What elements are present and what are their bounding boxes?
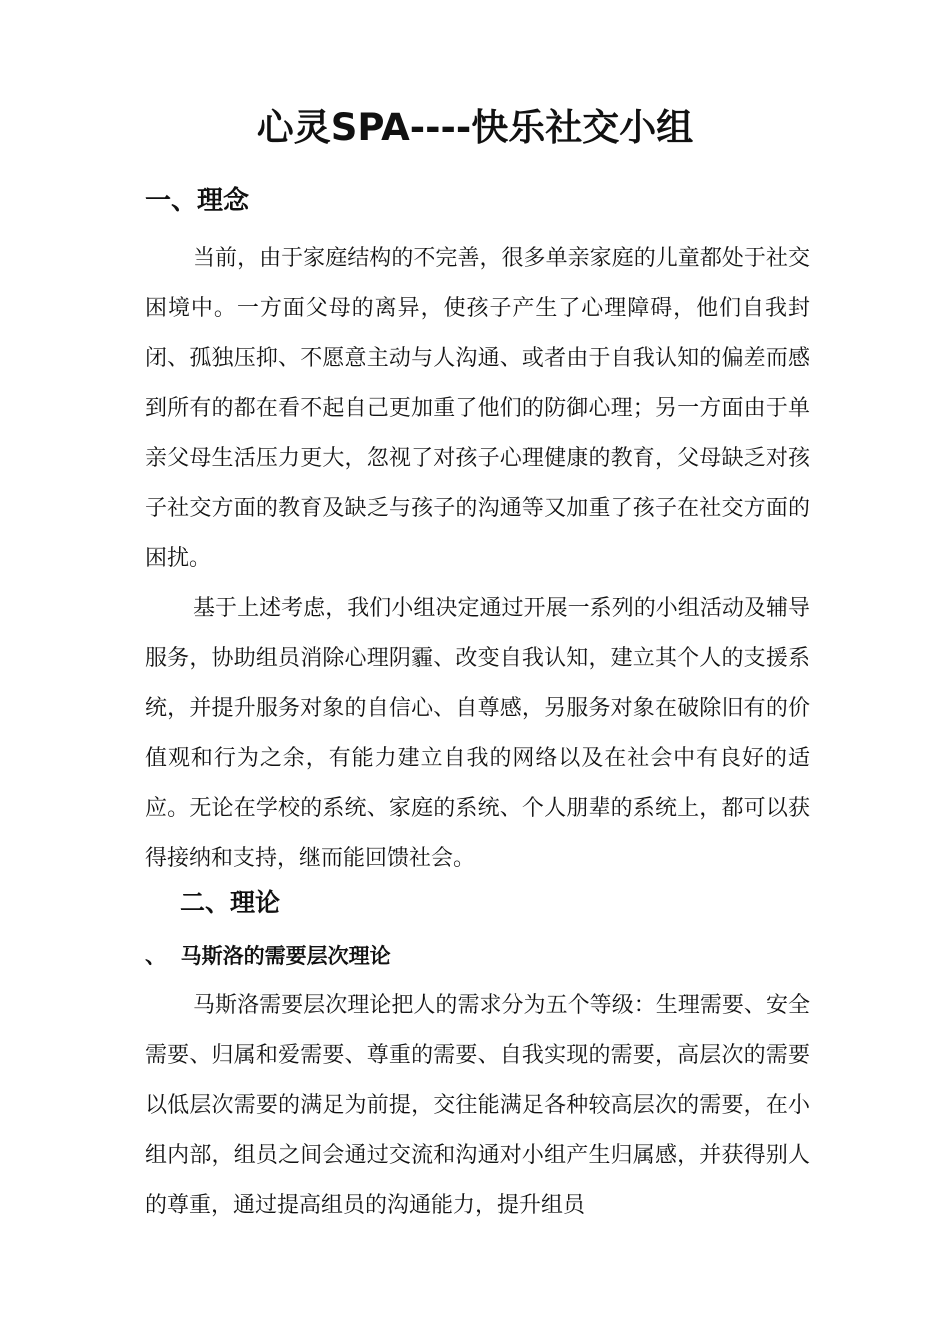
paragraph-group-purpose: 基于上述考虑，我们小组决定通过开展一系列的小组活动及辅导服务，协助组员消除心理阴霾、改变自我认知，建立其个人的支援系统，并提升服务对象的自信心、自尊感，另服务对象在破除旧有的价值观和行为之余，有能力建立自我的网络以及在社会中有良好的适应。无论在学校的系统、家庭的系统、个人朋辈的系统上，都可以获得接纳和支持，继而能回馈社会。 [145, 596, 810, 871]
section-heading-theory: 二、理论 [180, 888, 281, 917]
paragraph-maslow-theory: 马斯洛需要层次理论把人的需求分为五个等级：生理需要、安全需要、归属和爱需要、尊重的需要、自我实现的需要，高层次的需要以低层次需要的满足为前提，交往能满足各种较高层次的需要，在小组内部，组员之间会通过交流和沟通对小组产生归属感，并获得别人的尊重，通过提高组员的沟通能力，提升组员 [145, 993, 810, 1218]
document-title: 心灵SPA----快乐社交小组 [256, 106, 694, 149]
section-heading-philosophy: 一、理念 [145, 186, 250, 216]
paragraph-background: 当前，由于家庭结构的不完善，很多单亲家庭的儿童都处于社交困境中。一方面父母的离异，使孩子产生了心理障碍，他们自我封闭、孤独压抑、不愿意主动与人沟通、或者由于自我认知的偏差而感到所有的都在看不起自己更加重了他们的防御心理；另一方面由于单亲父母生活压力更大，忽视了对孩子心理健康的教育，父母缺乏对孩子社交方面的教育及缺乏与孩子的沟通等又加重了孩子在社交方面的困扰。 [145, 246, 810, 571]
subsection-heading-maslow: 、 马斯洛的需要层次理论 [145, 943, 391, 968]
